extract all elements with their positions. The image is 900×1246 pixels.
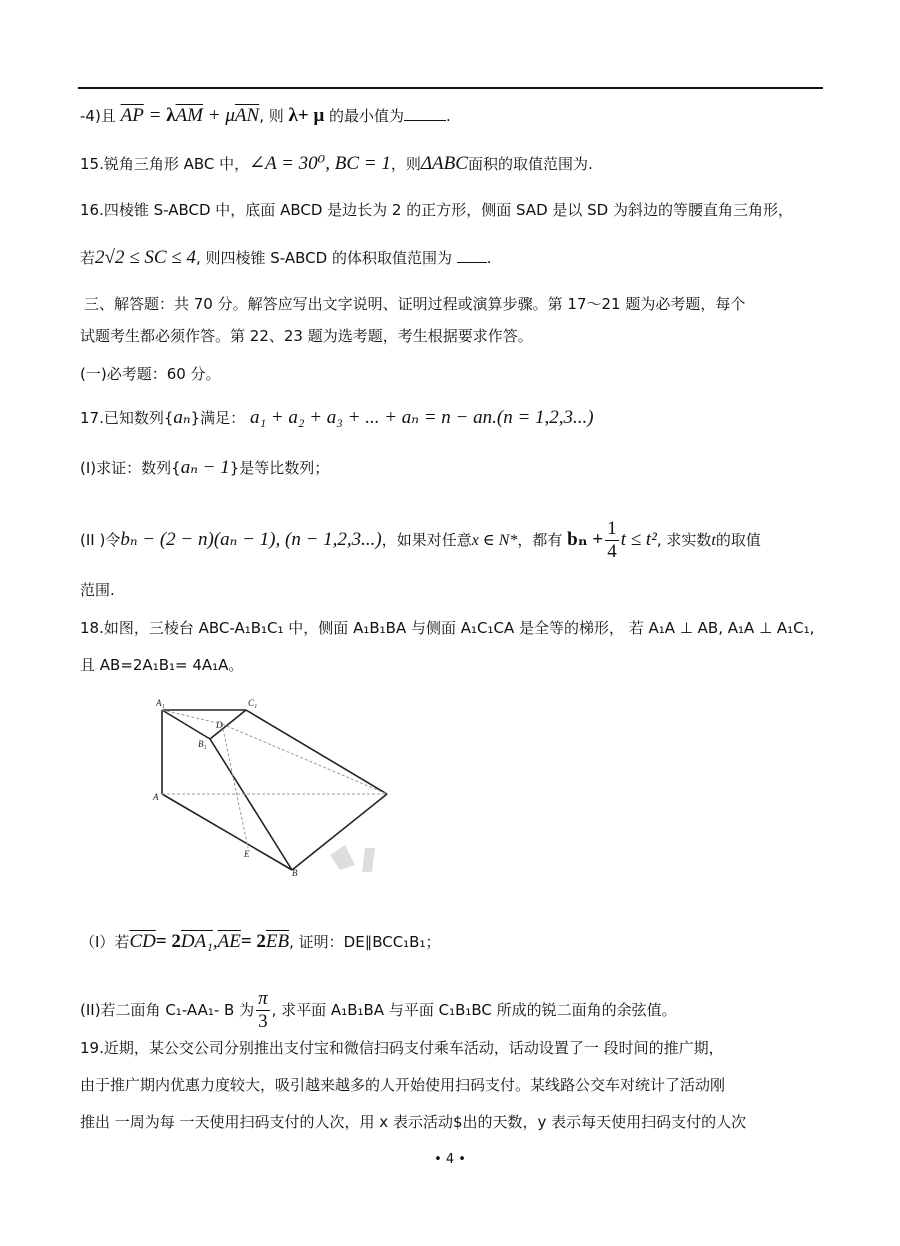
section-required: (一)必考题：60 分。 <box>80 365 221 383</box>
label-e: E <box>244 849 250 859</box>
question-17-part1 <box>80 458 329 478</box>
text: -4)且 <box>80 107 116 125</box>
text: (II )令 <box>80 531 121 549</box>
text: }是等比数列； <box>229 459 330 477</box>
label-c1: C₁ <box>248 698 258 708</box>
text: , 求平面 A₁B₁BA 与平面 C₁B₁BC 所成的锐二面角的余弦值。 <box>271 1001 677 1019</box>
hidden-line-de <box>222 724 248 848</box>
math: = <box>148 105 162 126</box>
text: . <box>587 155 593 173</box>
page-number: • 4 • <box>434 1152 466 1167</box>
fraction <box>256 988 270 1033</box>
answer-blank <box>404 120 446 121</box>
question-18-line2: 且 AB=2A₁B₁= 4A₁A。 <box>80 656 244 674</box>
question-17-part2 <box>80 518 761 563</box>
math: λ+ μ <box>288 105 325 126</box>
question-19-line2: 由于推广期内优惠力度较大，吸引越来越多的人开始使用扫码支付。某线路公交车对统计了活动刚 <box>80 1076 726 1094</box>
label-a1: A₁ <box>156 698 165 708</box>
header-rule <box>78 87 823 89</box>
text: , 则四棱锥 S-ABCD 的体积取值范围为 <box>195 249 452 267</box>
denominator: 3 <box>258 1011 268 1032</box>
q14-tail <box>80 106 451 126</box>
math: x ∈ N* <box>471 532 518 549</box>
question-18-part1 <box>80 932 440 952</box>
edge-ab <box>162 794 292 870</box>
edge-c1c <box>246 710 387 794</box>
frustum-figure <box>140 690 440 890</box>
numerator: π <box>258 988 268 1009</box>
fraction <box>605 518 619 563</box>
hidden-line-a1d <box>162 710 222 724</box>
label-b: B <box>292 868 298 878</box>
text: (I)求证：数列{ <box>80 459 181 477</box>
math: a₁ + a₂ + a₃ + ... + aₙ = n − an.(n = 1,2,3...) <box>249 407 594 428</box>
text: （I）若 <box>80 933 130 951</box>
question-16-line2 <box>80 248 492 268</box>
vector-am: $\overline{AM}$ <box>175 105 203 126</box>
edge-b1b <box>210 739 292 870</box>
vector-da1: DA₁ <box>180 931 213 952</box>
math: aₙ <box>173 407 191 428</box>
question-16-line1: 16.四棱锥 S-ABCD 中，底面 ABCD 是边长为 2 的正方形，侧面 SAD 是以 SD 为斜边的等腰直角三角形， <box>80 201 793 219</box>
text: . <box>446 107 451 125</box>
text: ，则 <box>390 155 421 173</box>
math: = 2 <box>155 931 181 952</box>
watermark <box>330 845 375 872</box>
question-19-line3: 推出 一周为每 一天使用扫码支付的人次，用 x 表示活动$出的天数，y 表示每天使用扫码支付的人次 <box>80 1113 747 1131</box>
text: . <box>486 249 492 267</box>
math: bₙ + <box>567 529 604 550</box>
math: λ <box>166 105 176 126</box>
vector-eb: $\overline{EB}$ <box>265 931 290 952</box>
text: (II)若二面角 C₁-AA₁- B 为 <box>80 1001 255 1019</box>
answer-blank <box>457 262 487 263</box>
vector-ae: $\overline{AE}$ <box>217 931 241 952</box>
math: aₙ − 1 <box>180 457 230 478</box>
question-17 <box>80 408 594 428</box>
math: + <box>207 105 221 126</box>
numerator: 1 <box>607 518 617 539</box>
math: t ≤ t² <box>620 529 657 550</box>
math: t <box>711 532 716 549</box>
math: = 2 <box>240 931 266 952</box>
math: μ <box>225 105 235 126</box>
question-17-part2-line2: 范围. <box>80 581 115 599</box>
text: ，都有 <box>517 531 563 549</box>
math: ΔABC <box>420 153 468 174</box>
text: 的取值 <box>715 531 761 549</box>
question-18-line1: 18.如图，三棱台 ABC-A₁B₁C₁ 中，侧面 A₁B₁BA 与侧面 A₁C₁CA 是全等的梯形， 若 A₁A ⊥ AB, A₁A ⊥ A₁C₁, <box>80 619 815 637</box>
question-18-part2 <box>80 988 677 1033</box>
text: ，如果对任意 <box>381 531 472 549</box>
text: , 则 <box>259 107 284 125</box>
text: 的最小值为 <box>329 107 405 125</box>
text: 面积的取值范围为 <box>467 155 588 173</box>
label-d: D <box>216 720 223 730</box>
section-3-heading: 三、解答题：共 70 分。解答应写出文字说明、证明过程或演算步骤。第 17～21 题为必考题，每个 <box>84 295 746 313</box>
edge-a1b1 <box>162 710 210 739</box>
question-19-line1: 19.近期，某公交公司分别推出支付宝和微信扫码支付乘车活动，话动设置了一 段时间的推广期， <box>80 1039 724 1057</box>
section-3-text: 试题考生都必须作答。第 22、23 题为选考题，考生根据要求作答。 <box>80 327 533 345</box>
label-a: A <box>153 792 159 802</box>
denominator: 4 <box>607 541 617 562</box>
text: 17.已知数列{ <box>80 409 174 427</box>
text: 15.锐角三角形 ABC 中， <box>80 155 250 173</box>
text: , 证明：DE∥BCC₁B₁； <box>289 933 441 951</box>
math: bₙ − (2 − n)(aₙ − 1), (n − 1,2,3...) <box>120 529 382 550</box>
math: ∠A = 30⁰, BC = 1 <box>249 153 391 174</box>
text: , 求实数 <box>656 531 712 549</box>
vector-cd: $\overline{CD}$ <box>129 931 156 952</box>
math: , <box>212 931 218 952</box>
label-b1: B₁ <box>198 739 207 749</box>
text: }满足： <box>190 409 246 427</box>
vector-an: $\overline{AN}$ <box>234 105 260 126</box>
text: 若 <box>80 249 96 267</box>
vector-ap: $\overline{AP}$ <box>120 105 144 126</box>
hidden-line-dc <box>222 724 387 794</box>
question-15 <box>80 154 593 174</box>
math: 2√2 ≤ SC ≤ 4 <box>95 247 196 268</box>
